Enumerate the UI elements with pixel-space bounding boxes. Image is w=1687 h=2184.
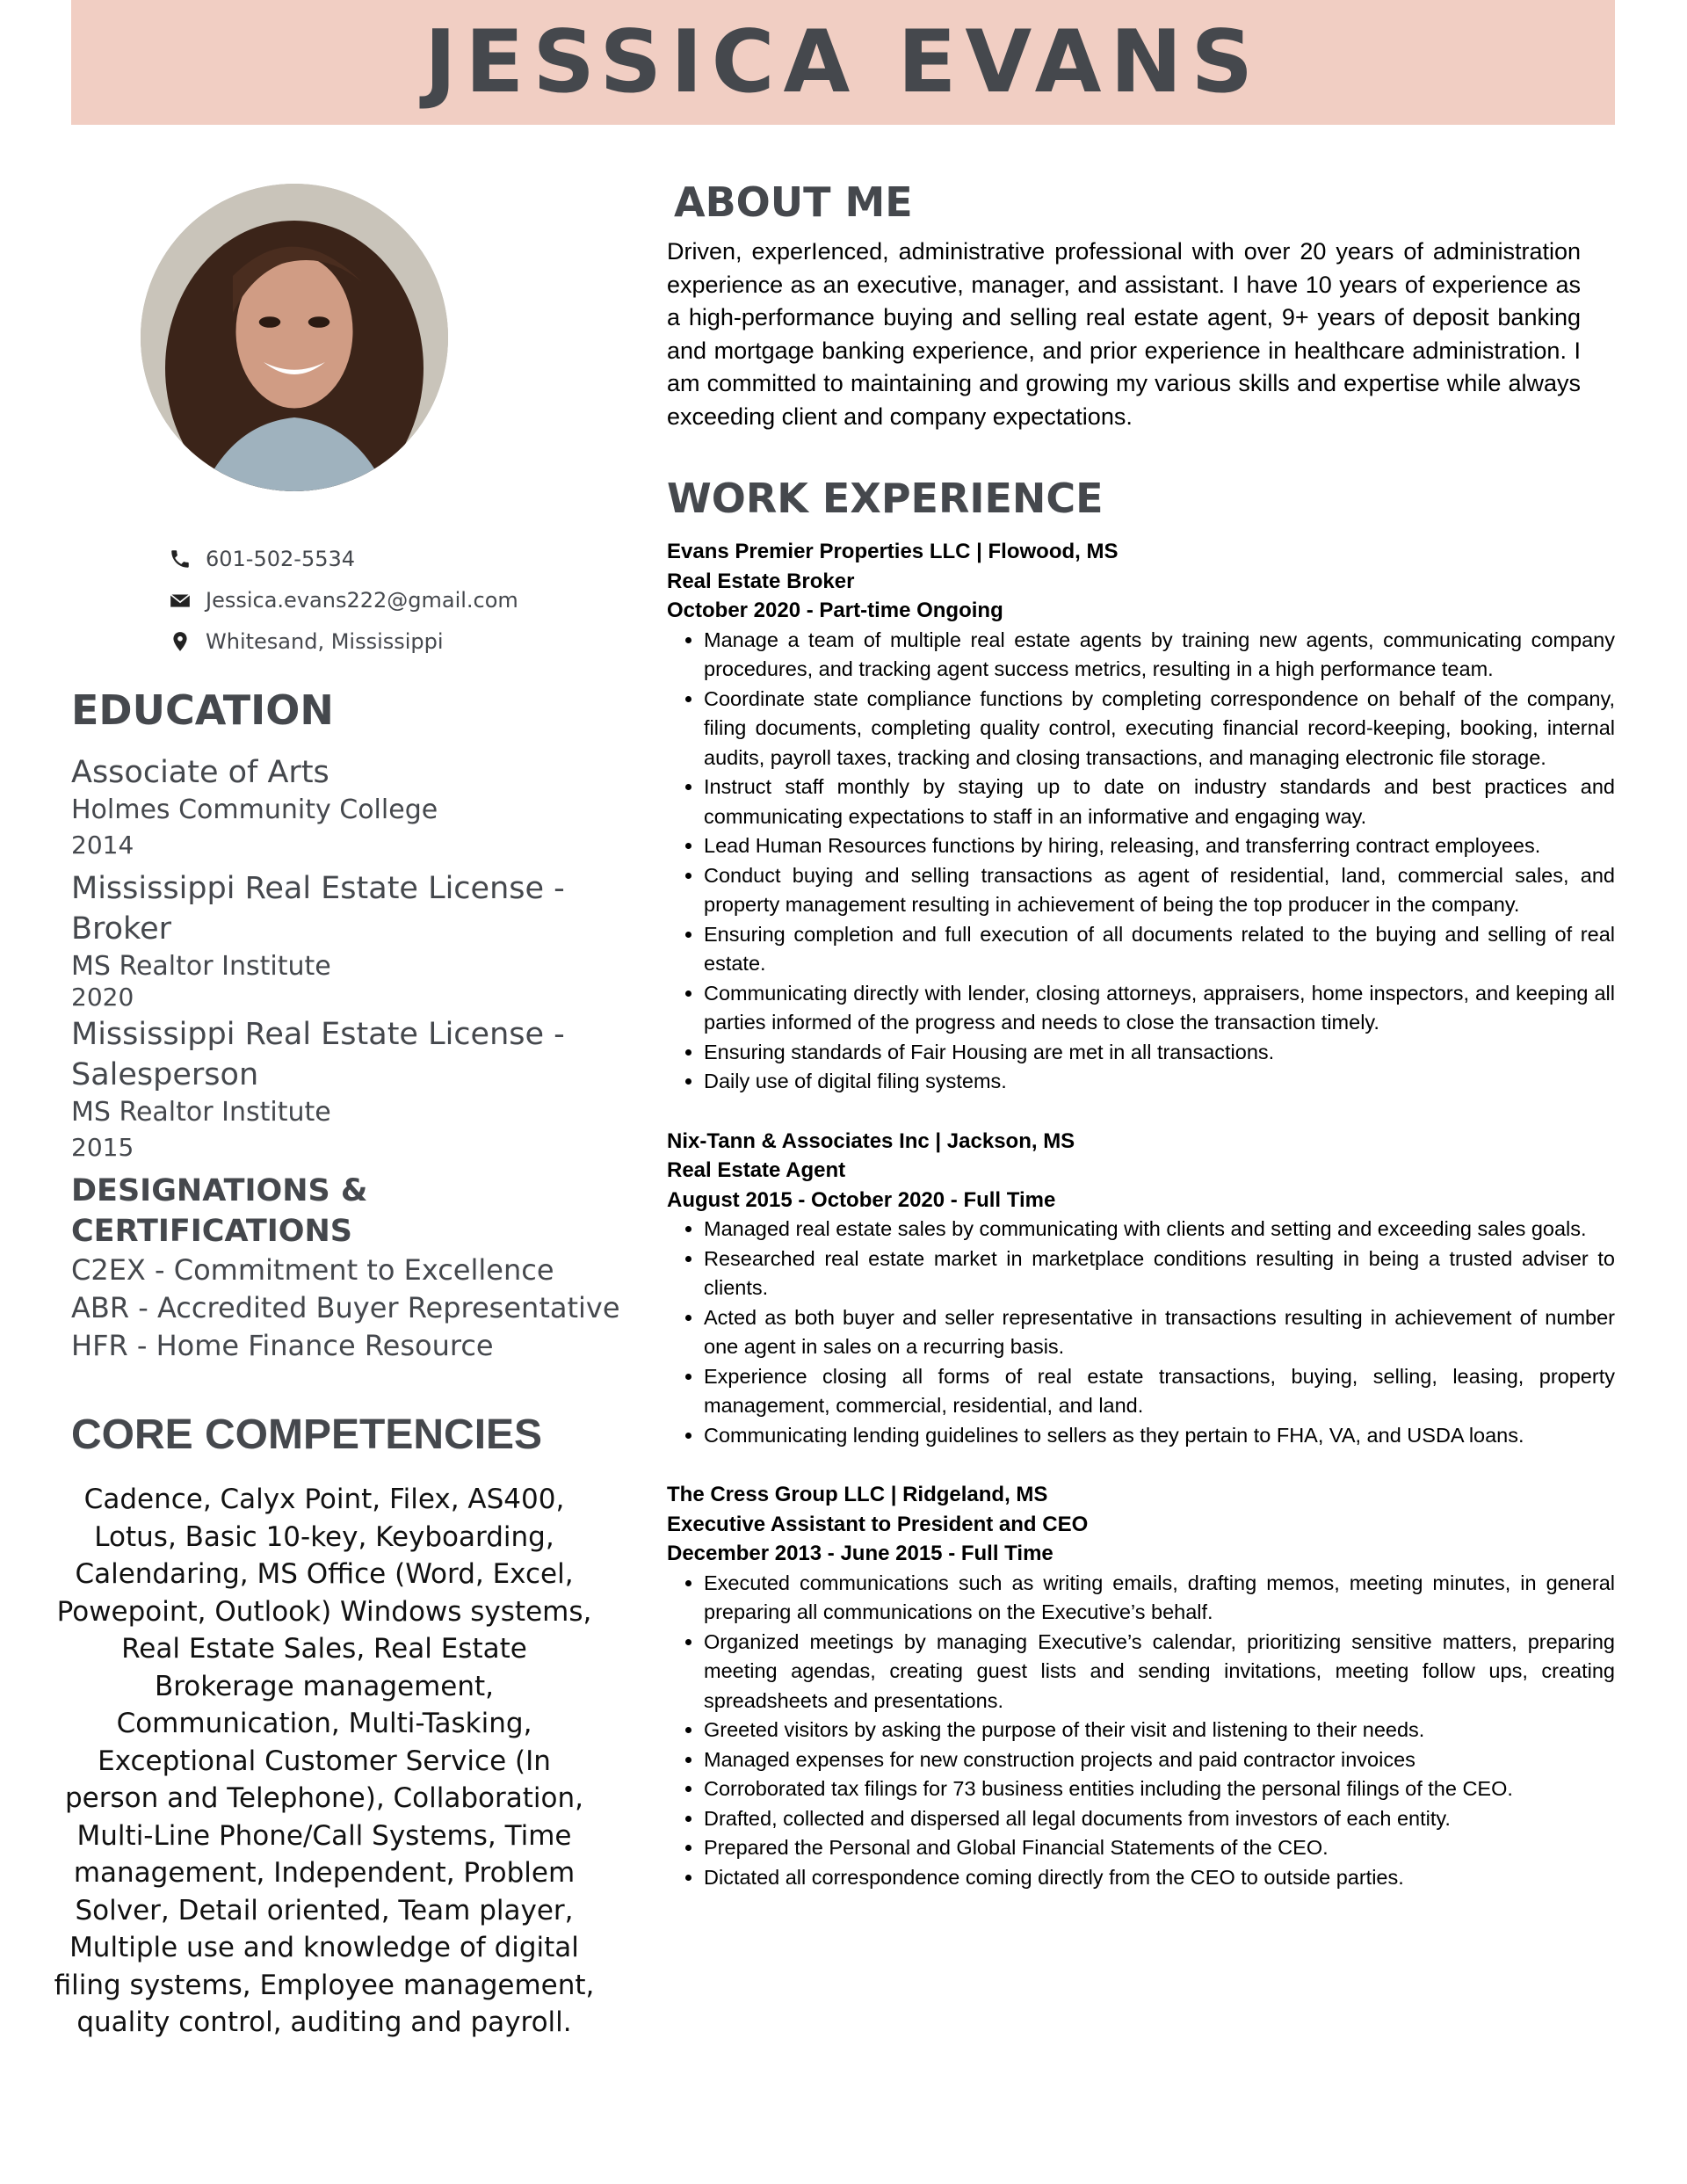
- education-year: 2020: [71, 983, 134, 1012]
- job-bullet: • Daily use of digital filing systems.: [704, 1067, 1615, 1097]
- job-bullet: • Prepared the Personal and Global Financial Statements of the CEO.: [704, 1833, 1615, 1863]
- job-role: Real Estate Agent: [667, 1158, 846, 1182]
- map-pin-icon: [167, 628, 193, 655]
- job-bullet: • Corroborated tax filings for 73 business entities including the personal filings of the CEO.: [704, 1774, 1615, 1804]
- left-column: [54, 686, 625, 2042]
- certification-item: HFR - Home Finance Resource: [71, 1329, 494, 1362]
- education-school: MS Realtor Institute: [71, 1097, 331, 1128]
- job-bullet: • Experience closing all forms of real estate transactions, buying, selling, leasing, property management, commercial, residential, and land.: [704, 1362, 1615, 1421]
- education-school: Holmes Community College: [71, 795, 438, 825]
- job-role: Executive Assistant to President and CEO: [667, 1512, 1089, 1536]
- job-bullets: [667, 626, 1615, 1097]
- job-bullet: • Conduct buying and selling transactions as agent of residential, land, commercial sales, and property management resulting in achievement of being the top producer in the company.: [704, 861, 1615, 920]
- job-dates: October 2020 - Part-time Ongoing: [667, 599, 1003, 622]
- job-bullet: • Greeted visitors by asking the purpose of their visit and listening to their needs.: [704, 1716, 1615, 1745]
- job-bullet: • Organized meetings by managing Executive’s calendar, prioritizing sensitive matters, preparing meeting agendas, creating guest lists and sending invitations, meeting follow ups, creating spreadsheets and presentations.: [704, 1628, 1615, 1716]
- education-item: [71, 868, 625, 1011]
- job-bullet: • Researched real estate market in marketplace conditions resulting in being a trusted adviser to clients.: [704, 1244, 1615, 1303]
- name-heading: JESSICA EVANS: [424, 12, 1263, 112]
- education-year: 2014: [71, 831, 134, 860]
- job-entry: [667, 1480, 1615, 1892]
- job-bullet: • Ensuring standards of Fair Housing are met in all transactions.: [704, 1038, 1615, 1068]
- education-degree: Mississippi Real Estate License - Salesperson: [71, 1017, 565, 1092]
- job-bullets: [667, 1215, 1615, 1450]
- about-heading: ABOUT ME: [674, 178, 913, 226]
- certifications-heading: DESIGNATIONS & CERTIFICATIONS: [71, 1173, 368, 1249]
- envelope-icon: [167, 587, 193, 613]
- phone-icon: [167, 546, 193, 572]
- job-entry: [667, 1127, 1615, 1451]
- education-year: 2015: [71, 1133, 134, 1162]
- job-dates: December 2013 - June 2015 - Full Time: [667, 1542, 1053, 1565]
- job-dates: August 2015 - October 2020 - Full Time: [667, 1187, 1056, 1212]
- profile-photo: [141, 184, 448, 491]
- education-item: [71, 1014, 625, 1165]
- contact-phone-row: [167, 538, 518, 579]
- job-entry: [667, 537, 1615, 1097]
- job-role: Real Estate Broker: [667, 569, 855, 593]
- job-bullet: • Ensuring completion and full execution of all documents related to the buying and selling of real estate.: [704, 920, 1615, 979]
- education-school: MS Realtor Institute: [71, 951, 331, 982]
- contact-block: [167, 538, 518, 662]
- job-bullet: • Executed communications such as writing emails, drafting memos, meeting minutes, in general preparing all communications on the Executive’s behalf.: [704, 1569, 1615, 1628]
- contact-email-row: [167, 579, 518, 620]
- job-bullet: • Managed expenses for new construction projects and paid contractor invoices: [704, 1745, 1615, 1775]
- education-degree: Mississippi Real Estate License - Broker: [71, 871, 565, 947]
- contact-location-row: [167, 620, 518, 662]
- phone-number: 601-502-5534: [206, 546, 356, 571]
- job-bullet: • Coordinate state compliance functions by completing correspondence on behalf of the company, filing documents, completing quality control, executing financial record-keeping, booking, internal audits, payroll taxes, tracking and closing transactions, and managing electronic file storage.: [704, 685, 1615, 773]
- core-competencies-heading: CORE COMPETENCIES: [71, 1411, 543, 1458]
- education-item: [71, 752, 625, 863]
- job-bullet: • Instruct staff monthly by staying up to date on industry standards and best practices and communicating expectations to staff in an informative and engaging way.: [704, 773, 1615, 831]
- job-bullet: • Manage a team of multiple real estate agents by training new agents, communicating company procedures, and tracking agent success metrics, resulting in a high performance team.: [704, 626, 1615, 685]
- job-bullets: [667, 1569, 1615, 1893]
- job-bullet: • Managed real estate sales by communicating with clients and setting and exceeding sales goals.: [704, 1215, 1615, 1244]
- job-bullet: • Acted as both buyer and seller representative in transactions resulting in achievement of number one agent in sales on a recurring basis.: [704, 1303, 1615, 1362]
- email-address: Jessica.evans222@gmail.com: [206, 587, 518, 613]
- job-bullet: • Drafted, collected and dispersed all legal documents from investors of each entity.: [704, 1804, 1615, 1834]
- job-company: Nix-Tann & Associates Inc | Jackson, MS: [667, 1128, 1075, 1153]
- core-competencies-text: Cadence, Calyx Point, Filex, AS400, Lotus, Basic 10-key, Keyboarding, Calendaring, MS Office (Word, Excel, Powepoint, Outlook) Windows systems, Real Estate Sales, Real Estate Brokerage management, Communication, Multi-Tasking, Exceptional Customer Service (In person and Telephone), Collaboration, Multi-Line Phone/Call Systems, Time management, Independent, Problem Solver, Detail oriented, Team player, Multiple use and knowledge of digital filing systems, Employee management, quality control, auditing and payroll.: [54, 1484, 595, 2038]
- education-heading: EDUCATION: [71, 686, 334, 734]
- location-text: Whitesand, Mississippi: [206, 628, 444, 654]
- job-company: The Cress Group LLC | Ridgeland, MS: [667, 1483, 1048, 1506]
- job-company: Evans Premier Properties LLC | Flowood, MS: [667, 540, 1119, 563]
- certification-item: ABR - Accredited Buyer Representative: [71, 1291, 620, 1324]
- job-bullet: • Communicating directly with lender, closing attorneys, appraisers, home inspectors, and keeping all parties informed of the progress and needs to close the transaction timely.: [704, 979, 1615, 1038]
- job-bullet: • Communicating lending guidelines to sellers as they pertain to FHA, VA, and USDA loans.: [704, 1421, 1615, 1451]
- work-experience-heading: WORK EXPERIENCE: [667, 475, 1104, 522]
- right-column: [667, 176, 1615, 1892]
- header-band: [71, 0, 1615, 125]
- certification-item: C2EX - Commitment to Excellence: [71, 1253, 554, 1287]
- job-bullet: • Lead Human Resources functions by hiring, releasing, and transferring contract employees.: [704, 831, 1615, 861]
- about-text: Driven, experIenced, administrative professional with over 20 years of administration experience as an executive, manager, and assistant. I have 10 years of experience as a high-performance buying and selling real estate agent, 9+ years of deposit banking and mortgage banking experience, and prior experience in healthcare administration. I am committed to maintaining and growing my various skills and expertise while always exceeding client and company expectations.: [667, 238, 1581, 430]
- education-degree: Associate of Arts: [71, 755, 329, 790]
- job-bullet: • Dictated all correspondence coming directly from the CEO to outside parties.: [704, 1863, 1615, 1893]
